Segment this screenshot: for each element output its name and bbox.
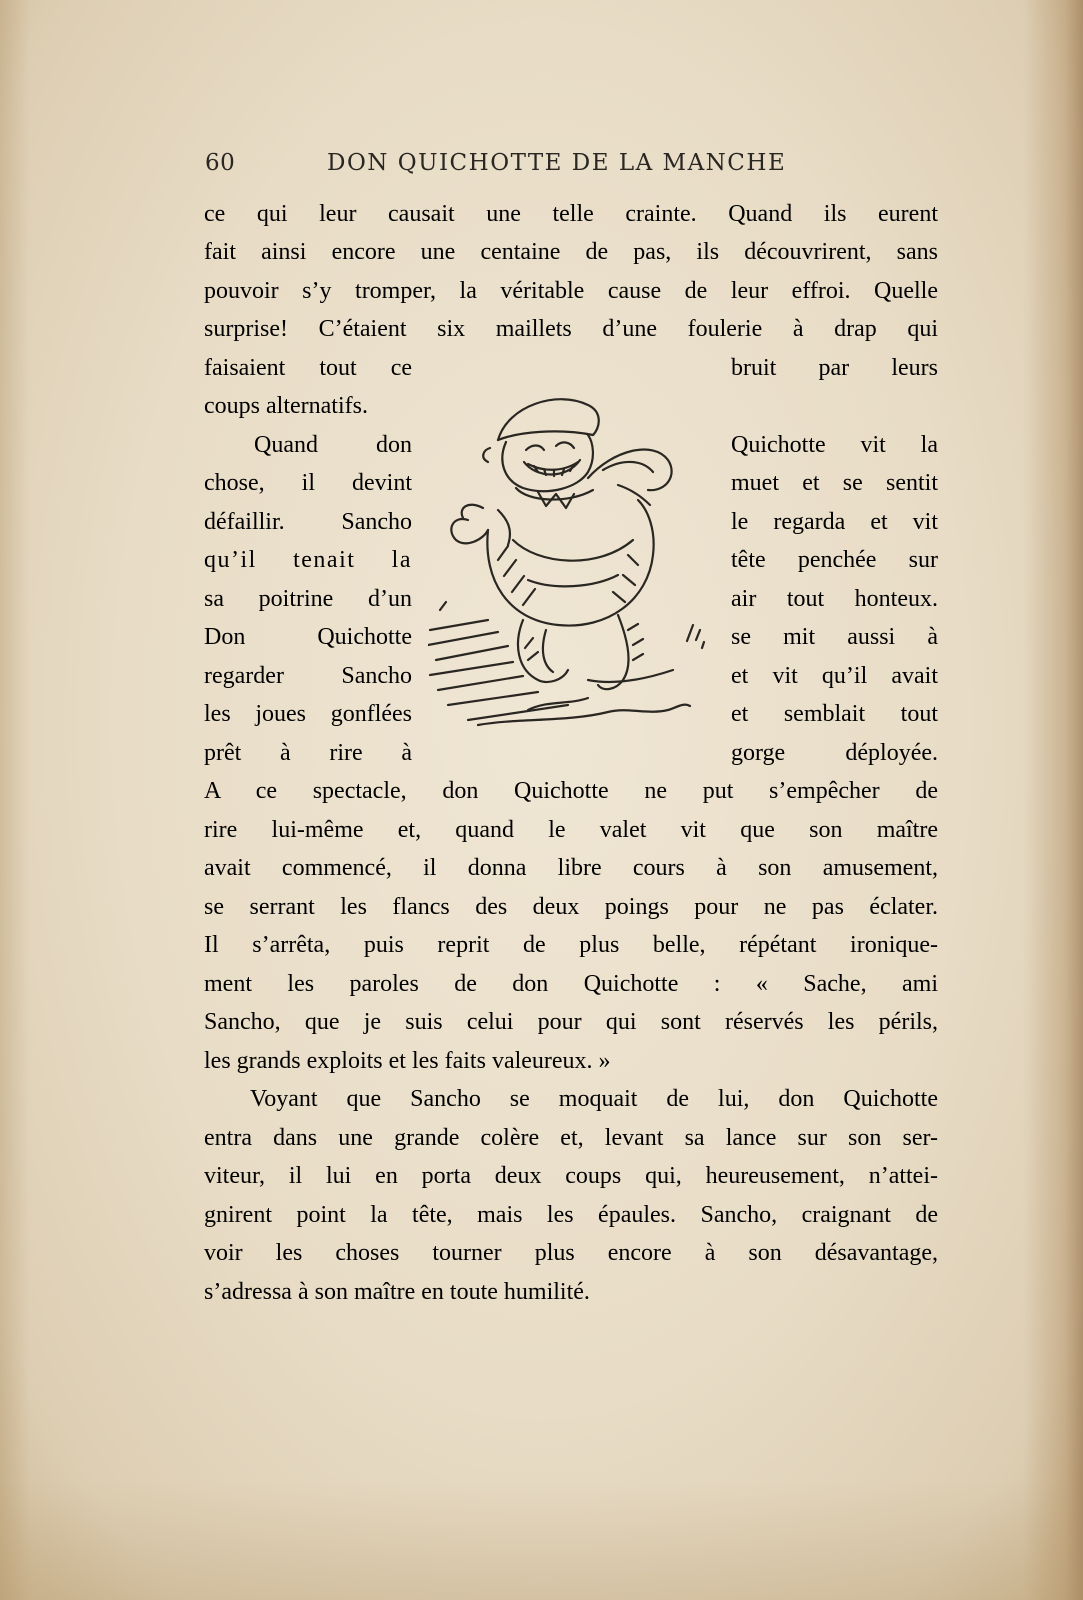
wrap-right-line: se mit aussi à [731,624,938,650]
text-line: A ce spectacle, don Quichotte ne put s’empêcher de [204,778,938,804]
text-line: ce qui leur causait une telle crainte. Quand ils eurent [204,201,938,227]
text-line: Voyant que Sancho se moquait de lui, don Quichotte [250,1086,938,1112]
text-line: Il s’arrêta, puis reprit de plus belle, répétant ironique- [204,932,938,958]
page-edge-shadow [1023,0,1083,1600]
text-line: avait commencé, il donna libre cours à son amusement, [204,855,938,881]
text-line: s’adressa à son maître en toute humilité. [204,1279,590,1305]
text-line: viteur, il lui en porta deux coups qui, heureusement, n’attei- [204,1163,938,1189]
wrap-left-line: coups alternatifs. [204,393,368,419]
text-line: se serrant les flancs des deux poings pour ne pas éclater. [204,894,938,920]
wrap-left-line: défaillir. Sancho [204,509,412,535]
wrap-right-line: muet et se sentit [731,470,938,496]
text-line: pouvoir s’y tromper, la véritable cause de leur effroi. Quelle [204,278,938,304]
wrap-left-line: sa poitrine d’un [204,586,412,612]
running-title: DON QUICHOTTE DE LA MANCHE [327,150,787,176]
text-line: ment les paroles de don Quichotte : « Sache, ami [204,971,938,997]
wrap-right-line: Quichotte vit la [731,432,938,458]
text-line: les grands exploits et les faits valeureux. » [204,1048,611,1074]
wrap-left-line: Don Quichotte [204,624,412,650]
wrap-right-line: air tout honteux. [731,586,938,612]
wrap-left-line: chose, il devint [204,470,412,496]
text-line: entra dans une grande colère et, levant sa lance sur son ser- [204,1125,938,1151]
page-number: 60 [205,150,236,176]
wrap-left-line: faisaient tout ce [204,355,412,381]
wrap-right-line: bruit par leurs [731,355,938,381]
text-line: gnirent point la tête, mais les épaules. Sancho, craignant de [204,1202,938,1228]
running-header [205,150,815,186]
page-edge-shadow [0,0,30,1600]
wrap-left-line: regarder Sancho [204,663,412,689]
wrap-right-line: tête penchée sur [731,547,938,573]
laughing-sancho-illustration-icon [428,380,718,750]
text-line: voir les choses tourner plus encore à son désavantage, [204,1240,938,1266]
wrap-right-line: et semblait tout [731,701,938,727]
text-line: Sancho, que je suis celui pour qui sont réservés les périls, [204,1009,938,1035]
text-line: fait ainsi encore une centaine de pas, ils découvrirent, sans [204,239,938,265]
page-edge-shadow [0,1480,1083,1600]
text-line: surprise! C’étaient six maillets d’une foulerie à drap qui [204,316,938,342]
wrap-left-line: prêt à rire à [204,740,412,766]
wrap-left-line: qu’il tenait la [204,547,412,573]
text-line: rire lui-même et, quand le valet vit que son maître [204,817,938,843]
wrap-left-line: les joues gonflées [204,701,412,727]
wrap-left-line: Quand don [254,432,412,458]
wrap-right-line: et vit qu’il avait [731,663,938,689]
wrap-right-line: le regarda et vit [731,509,938,535]
wrap-right-line: gorge déployée. [731,740,938,766]
